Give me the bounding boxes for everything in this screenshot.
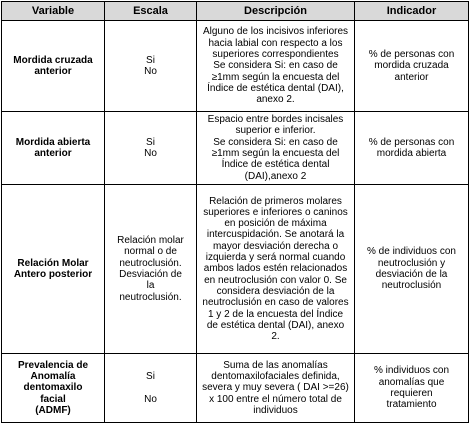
cell-line: dentomaxilo [23,382,83,394]
table-header [2,2,469,21]
table-row [2,21,469,112]
cell-descripcion [197,354,355,423]
cell-line: x 100 entre el número total de [209,393,342,405]
cell-line: neutroclusión. [119,291,182,303]
table-row [2,185,469,354]
cell-line: mordida abierta [376,148,447,159]
cell-line: Índice de estética dental [221,159,330,171]
cell-line: (DAI),anexo 2 [244,170,307,182]
cell-line: en posición de máxima [224,218,327,230]
header-escala: Escala [105,2,197,21]
cell-escala [105,21,197,112]
cell-escala [105,354,197,423]
document-page [1,1,468,421]
cell-line: de estética dental (DAI), anexo [206,319,345,331]
cell-line: 1 y 2 de la encuesta del Índice [207,308,344,320]
cell-line: Índice de estética dental (DAI), [207,82,344,94]
cell-variable [2,354,105,423]
cell-line: considera desviación de la [216,285,335,297]
cell-line: % de individuos con [367,246,456,258]
cell-descripcion [197,21,355,112]
cell-line: anterior [34,148,72,159]
cell-line: neutroclusión [381,280,442,292]
cell-line: Mordida cruzada [13,54,93,66]
cell-line: neutroclusión y [377,257,446,269]
cell-line: dentomaxilofaciales definida, [211,371,340,383]
cell-line: Antero posterior [13,269,93,280]
header-descripcion: Descripción [197,2,355,21]
cell-variable [2,185,105,354]
cell-line: neutroclusión. [119,257,182,269]
cell-descripcion [197,112,355,185]
cell-line: (ADMF) [35,404,71,416]
cell-line: requieren [390,388,433,399]
cell-line [107,382,194,393]
cell-indicador [355,112,469,185]
cell-line: Si [146,371,155,383]
cell-line: ≥1mm según la encuesta del [211,148,340,159]
cell-line: Espacio entre bordes incisales [207,114,344,126]
cell-line: Mordida abierta [15,136,91,148]
cell-line: 2. [271,331,280,343]
cell-line: Prevalencia de [17,359,89,371]
cell-variable [2,112,105,185]
cell-line: superior e inferior. [235,125,316,137]
cell-line: Relación de primeros molares [209,195,342,207]
table-row [2,112,469,185]
cell-indicador [355,185,469,354]
cell-line: intercuspidación. Se anotará la [206,229,345,241]
header-variable: Variable [2,2,105,21]
cell-line: Anomalía [30,371,76,383]
cell-line: anexo 2. [256,94,295,106]
cell-line: mordida cruzada [374,60,449,72]
cell-line: Desviación de [119,269,182,280]
cell-line: Si [146,54,155,66]
cell-line: Relación molar [117,235,184,247]
cell-escala [105,185,197,354]
cell-line: ≥1mm según la encuesta del [211,71,340,83]
header-row [2,2,469,21]
cell-line: severa y muy severa ( DAI >=26) [202,382,349,394]
cell-line: neutroclusión en caso de valores [202,297,349,309]
cell-line: la [146,280,155,292]
cell-line: Si [146,136,155,148]
cell-line: hacia labial con respecto a los [208,37,343,49]
table-row [2,354,469,423]
cell-line: Se considera Si: en caso de [213,136,338,148]
cell-line: normal o de [124,246,177,258]
cell-line: Se considera Si: en caso de [213,60,338,72]
cell-line: % de personas con [368,49,455,61]
cell-line: % de personas con [368,136,455,148]
cell-line: tratamiento [386,399,437,411]
cell-line: Suma de las anomalías [223,359,328,371]
cell-descripcion [197,185,355,354]
cell-line: superiores correspondientes [212,49,339,61]
cell-line: mayor desviación derecha o [212,240,339,252]
cell-line: en neutroclusión con valor 0. Se [204,274,347,286]
cell-indicador [355,21,469,112]
cell-line: % individuos con [373,365,450,377]
cell-line: No [144,66,157,77]
cell-line: superiores e inferiores o caninos [203,206,348,218]
table-body [2,21,469,423]
cell-line: individuos [253,404,298,416]
cell-line: ambos lados estén relacionados [203,263,348,275]
header-indicador: Indicador [355,2,469,21]
cell-line: anterior [34,66,72,77]
cell-escala [105,112,197,185]
variables-table [1,1,469,423]
cell-line: anomalías que [378,376,445,388]
cell-variable [2,21,105,112]
cell-line: izquierda y será normal cuando [205,252,346,264]
cell-line: No [144,393,157,405]
cell-indicador [355,354,469,423]
cell-line: desviación de la [375,269,448,280]
cell-line: anterior [394,71,429,83]
cell-line: No [144,148,157,159]
cell-line: Relación Molar [17,257,89,269]
cell-line: Alguno de los incisivos inferiores [202,26,349,38]
cell-line: facial [40,393,66,405]
